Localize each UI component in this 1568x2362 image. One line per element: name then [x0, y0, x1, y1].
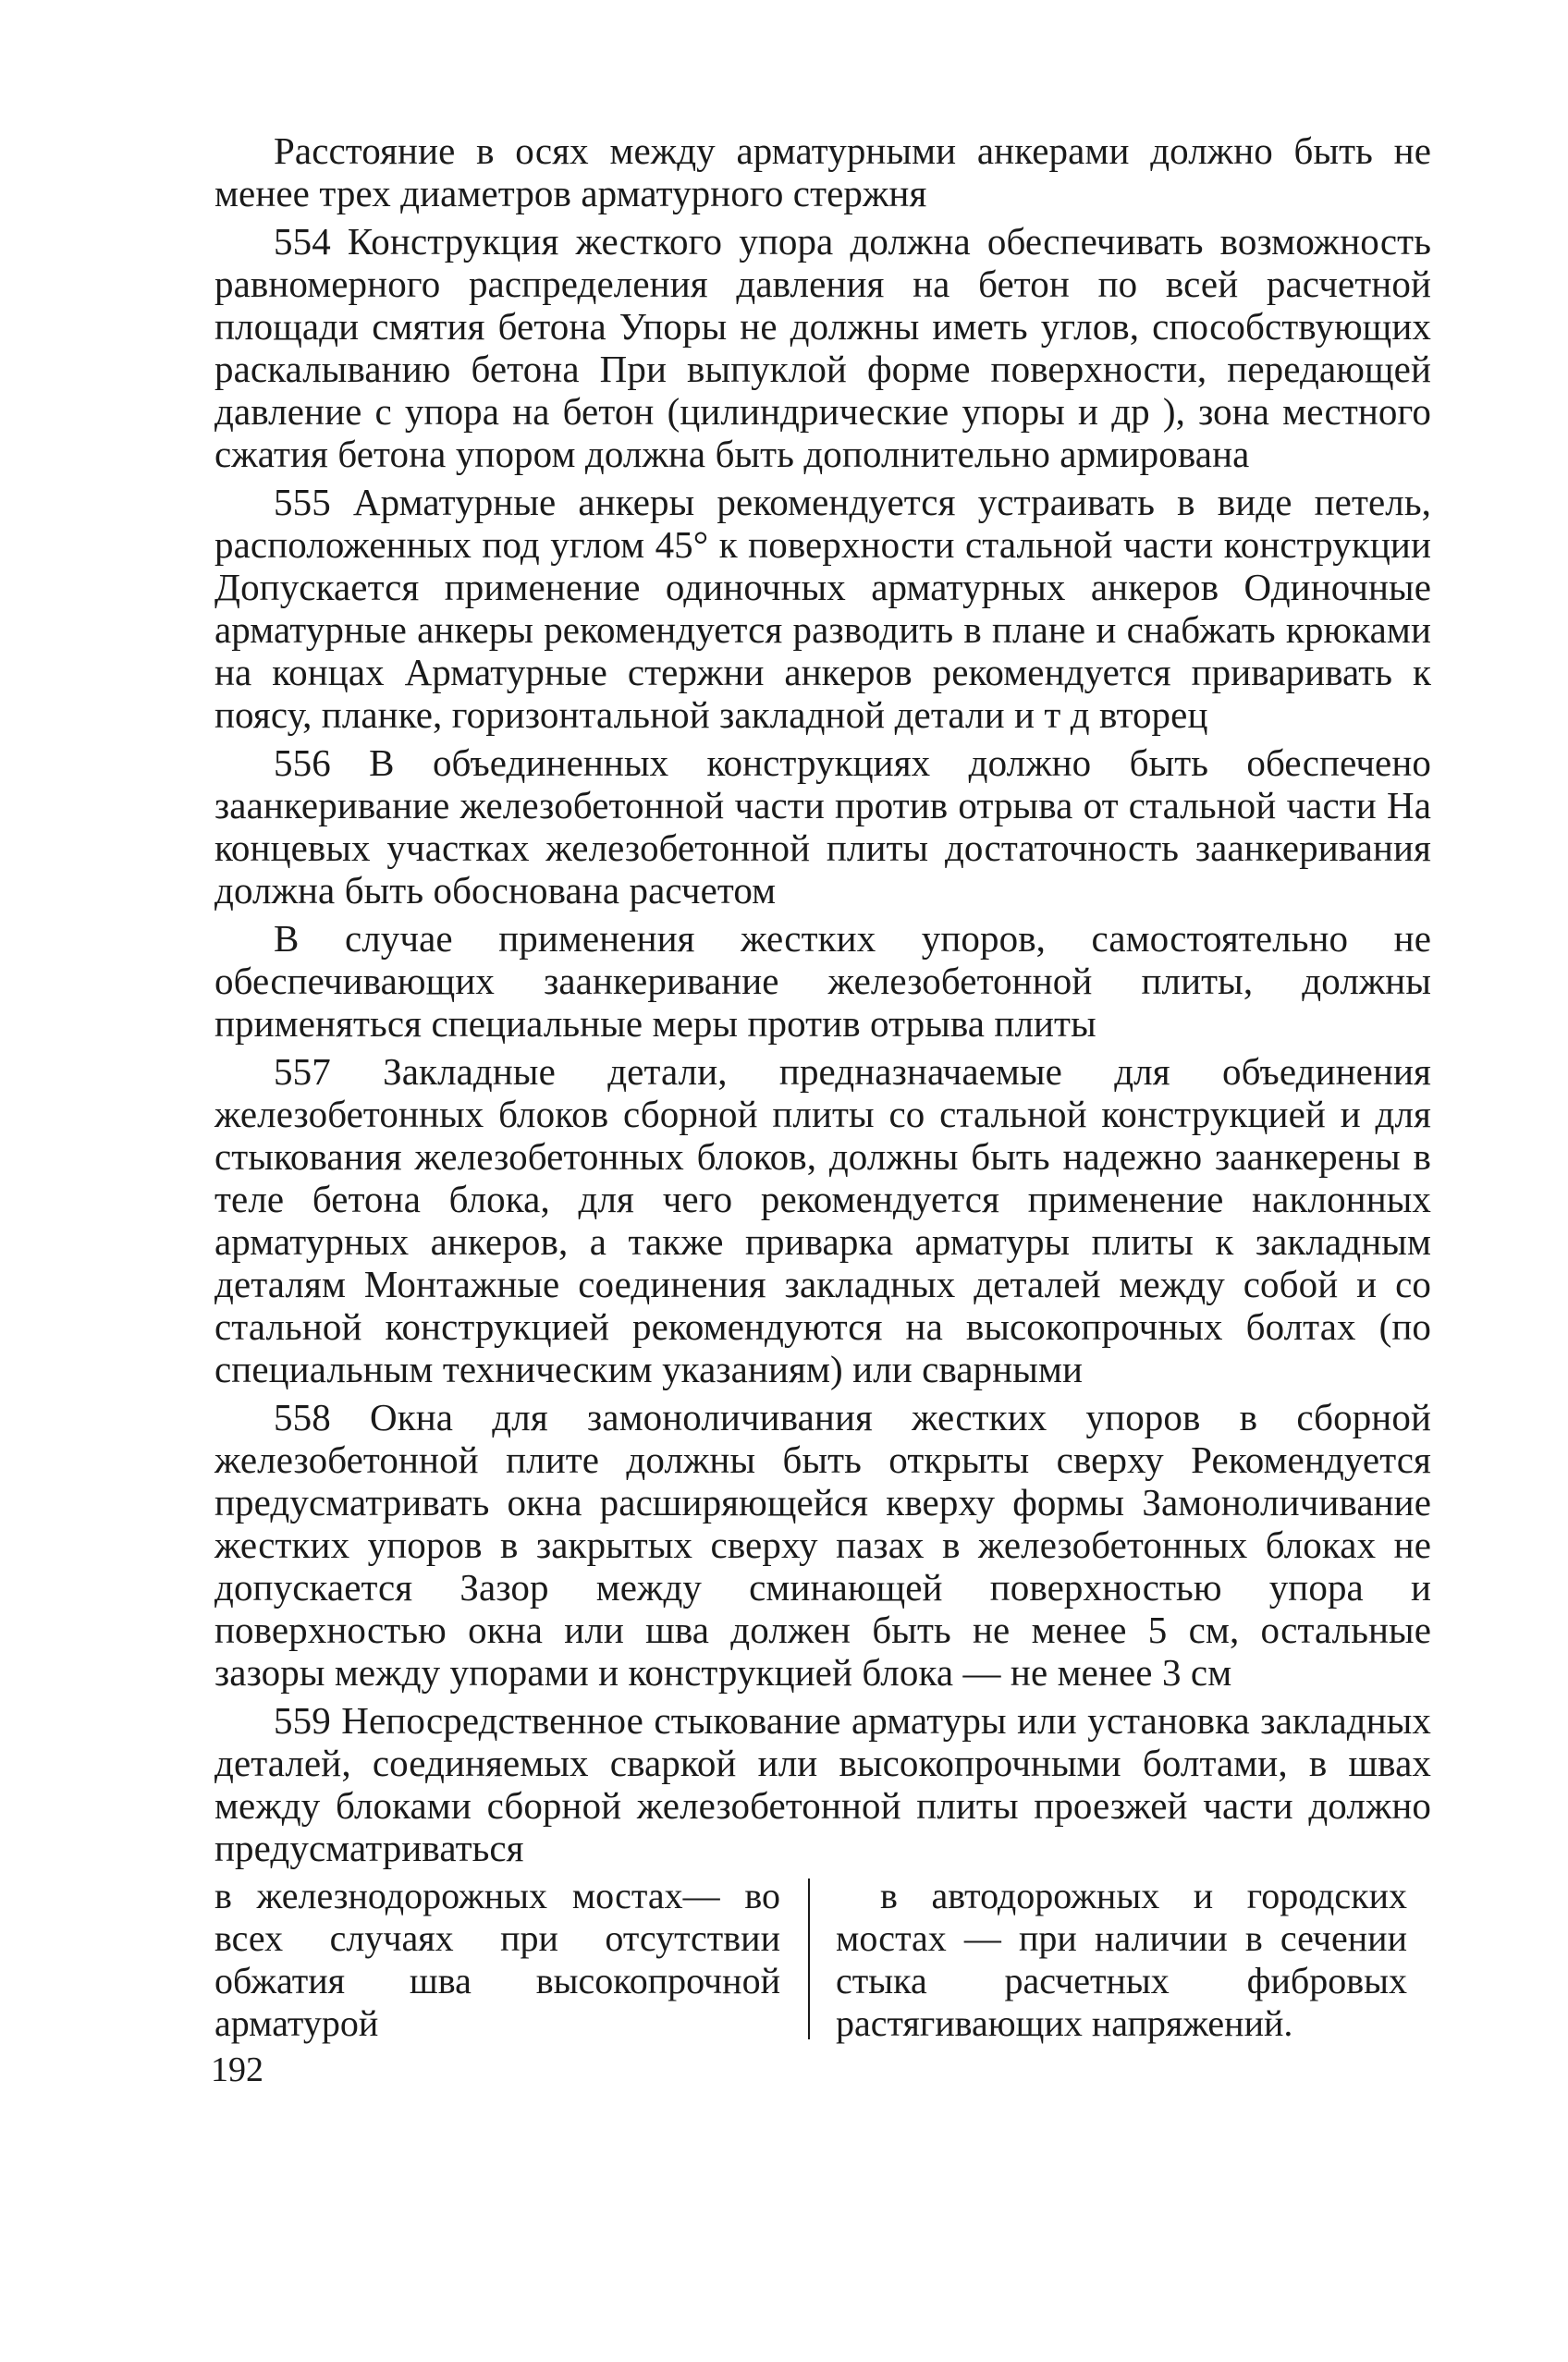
- column-right-road: в автодорожных и городских мостах — при наличии в сечении стыка расчетных фибровых растягивающих напряжений.: [836, 1875, 1407, 2044]
- paragraph-555: 555 Арматурные анкеры рекомендуется устраивать в виде петель, расположенных под углом 45° к поверхности стальной части конструкции Допускается применение одиночных арматурных анкеров Одиночные арматурные анкеры рекомендуется разводить в плане и снабжать крюками на концах Арматурные стержни анкеров рекомендуется приваривать к поясу, планке, горизонтальной закладной детали и т д вторец: [214, 481, 1431, 736]
- paragraph-intro: Расстояние в осях между арматурными анкерами должно быть не менее трех диаметров арматурного стержня: [214, 129, 1431, 214]
- paragraph-554: 554 Конструкция жесткого упора должна обеспечивать возможность равномерного распределения давления на бетон по всей расчетной площади смятия бетона Упоры не должны иметь углов, способствующих раскалыванию бетона При выпуклой форме поверхности, передающей давление с упора на бетон (цилиндрические упоры и др ), зона местного сжатия бетона упором должна быть дополнительно армирована: [214, 220, 1431, 475]
- paragraph-556-continued: В случае применения жестких упоров, самостоятельно не обеспечивающих заанкеривание железобетонной плиты, должны применяться специальные меры против отрыва плиты: [214, 917, 1431, 1045]
- column-left-railway: в железнодорожных мостах— во всех случаях при отсутствии обжатия шва высокопрочной арматурой: [214, 1875, 780, 2044]
- paragraph-559: 559 Непосредственное стыкование арматуры или установка закладных деталей, соединяемых сваркой или высокопрочными болтами, в швах между блоками сборной железобетонной плиты проезжей части должно предусматриваться: [214, 1699, 1431, 1869]
- paragraph-556: 556 В объединенных конструкциях должно быть обеспечено заанкеривание железобетонной части против отрыва от стальной части На концевых участках железобетонной плиты достаточность заанкеривания должна быть обоснована расчетом: [214, 741, 1431, 912]
- document-page: [211, 129, 1431, 2091]
- paragraph-557: 557 Закладные детали, предназначаемые для объединения железобетонных блоков сборной плиты со стальной конструкцией и для стыкования железобетонных блоков, должны быть надежно заанкерены в теле бетона блока, для чего рекомендуется применение наклонных арматурных анкеров, а также приварка арматуры плиты к закладным деталям Монтажные соединения закладных деталей между собой и со стальной конструкцией рекомендуются на высокопрочных болтах (по специальным техническим указаниям) или сварными: [214, 1050, 1431, 1390]
- paragraph-558: 558 Окна для замоноличивания жестких упоров в сборной железобетонной плите должны быть открыты сверху Рекомендуется предусматривать окна расширяющейся кверху формы Замоноличивание жестких упоров в закрытых сверху пазах в железобетонных блоках не допускается Зазор между сминающей поверхностью упора и поверхностью окна или шва должен быть не менее 5 см, остальные зазоры между упорами и конструкцией блока — не менее 3 см: [214, 1396, 1431, 1694]
- page-number: 192: [211, 2050, 263, 2089]
- column-divider: [808, 1879, 810, 2039]
- two-column-list: [214, 1875, 1431, 2045]
